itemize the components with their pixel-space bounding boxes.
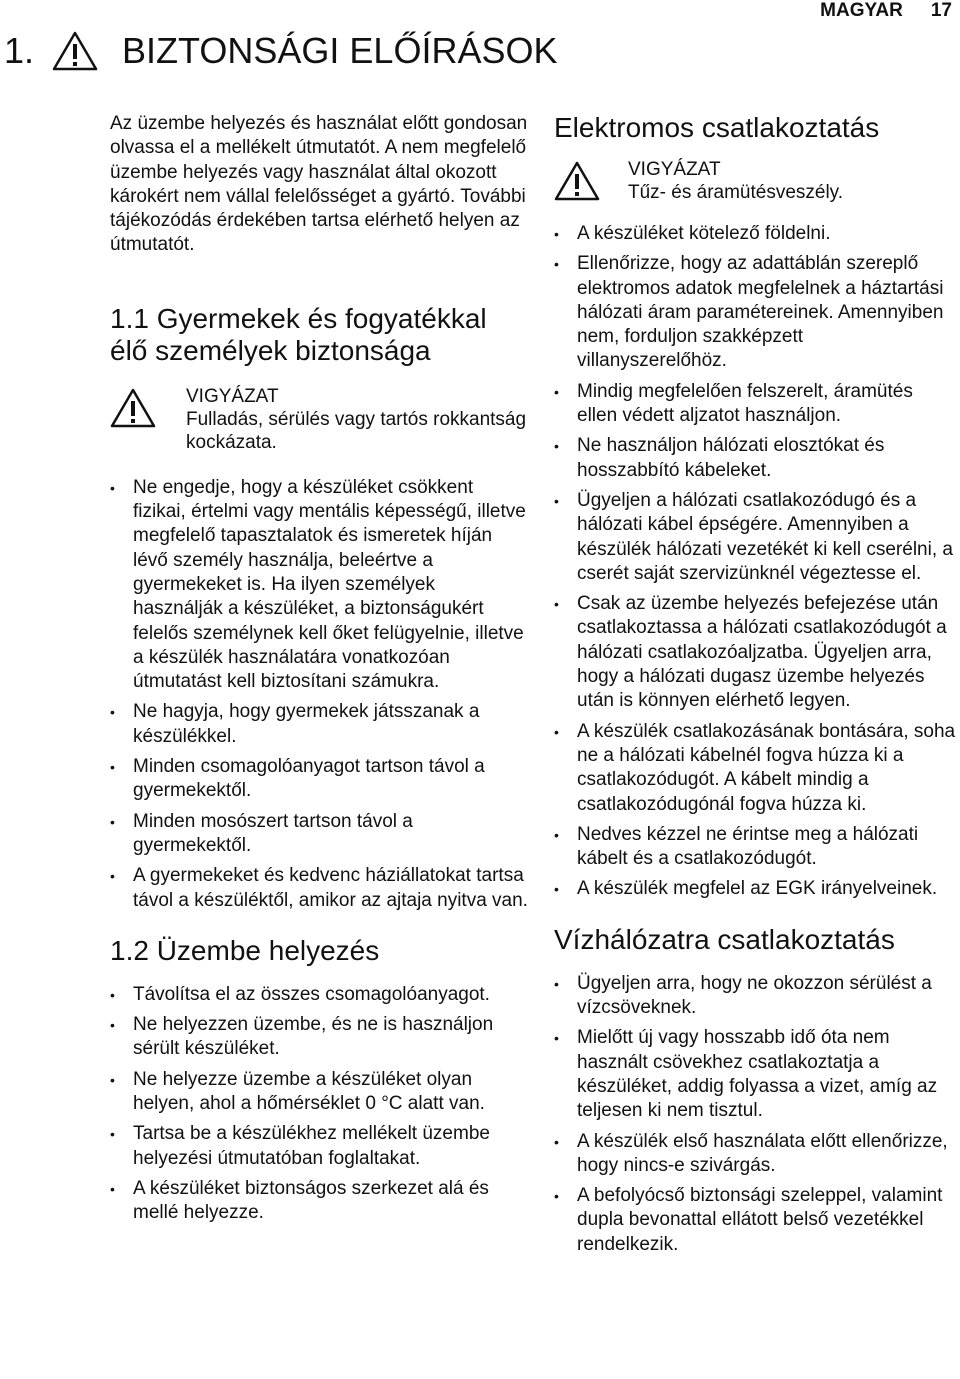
chapter-number: 1. [4, 30, 35, 71]
section-1-1-list [110, 476, 530, 913]
warning-triangle-icon [110, 387, 156, 429]
list-item: • Ügyeljen a hálózati csatlakozódugó és a hálózati kábel épségére. Amennyiben a készülék hálózati vezetékét ki kell cserélni, a cserét saját szervizünknél végeztesse el. [554, 489, 956, 586]
page-number: 17 [930, 0, 952, 21]
list-item: • A készülék első használata előtt ellenőrizze, hogy nincs-e szivárgás. [554, 1130, 956, 1179]
warning-triangle-icon [52, 30, 98, 72]
left-column [110, 112, 530, 1232]
caution-block [110, 385, 530, 454]
list-item: • Ne használjon hálózati elosztókat és hosszabbító kábeleket. [554, 434, 956, 483]
right-column [554, 112, 956, 1263]
electrical-section-title: Elektromos csatlakoztatás [554, 112, 880, 143]
list-item: • Ne engedje, hogy a készüléket csökkent fizikai, értelmi vagy mentális képességű, illetve megfelelő tapasztalatok és ismeretek híján lévő személy használja, beleértve a gyermekeket is. Ha ilyen személyek használják a készüléket, a biztonságukért felelős személynek kell őket felügyelnie, illetve a készülék használatára vonatkozóan útmutatást kell biztosítani számukra. [110, 476, 530, 695]
list-item: • Minden mosószert tartson távol a gyermekektől. [110, 810, 530, 859]
list-item: • A készüléket biztonságos szerkezet alá és mellé helyezze. [110, 1177, 530, 1226]
list-item: • A befolyócső biztonsági szeleppel, valamint dupla bevonattal ellátott belső vezetékkel rendelkezik. [554, 1184, 956, 1257]
water-section-title: Vízhálózatra csatlakoztatás [554, 923, 895, 955]
list-item: • Minden csomagolóanyagot tartson távol a gyermekektől. [110, 755, 530, 804]
list-item: • Ügyeljen arra, hogy ne okozzon sérülést a vízcsöveknek. [554, 972, 956, 1021]
page-header [820, 0, 952, 22]
list-item: • Csak az üzembe helyezés befejezése után csatlakoztassa a hálózati csatlakozódugót a hálózati csatlakozóaljzatba. Ügyeljen arra, hogy a hálózati dugasz üzembe helyezés után is könnyen elérhető legyen. [554, 592, 956, 713]
caution-label: VIGYÁZAT [628, 159, 721, 180]
caution-text: Tűz- és áramütésveszély. [628, 182, 844, 203]
list-item: • Ne hagyja, hogy gyermekek játsszanak a készülékkel. [110, 700, 530, 749]
list-item: • Távolítsa el az összes csomagolóanyagot. [110, 983, 530, 1007]
caution-text: Fulladás, sérülés vagy tartós rokkantság kockázata. [186, 408, 527, 453]
water-list [554, 972, 956, 1257]
caution-label: VIGYÁZAT [186, 385, 279, 407]
list-item: • Ne helyezzen üzembe, és ne is használjon sérült készüléket. [110, 1013, 530, 1062]
section-1-1-title: 1.1 Gyermekek és fogyatékkal élő személyek biztonsága [110, 302, 487, 366]
list-item: • Mielőtt új vagy hosszabb idő óta nem használt csövekhez csatlakoztatja a készüléket, addig folyassa a vizet, amíg az teljesen ki nem tisztul. [554, 1026, 956, 1123]
list-item: • A készülék megfelel az EGK irányelveinek. [554, 877, 956, 901]
list-item: • Mindig megfelelően felszerelt, áramütés ellen védett aljzatot használjon. [554, 380, 956, 429]
list-item: • A készülék csatlakozásának bontására, soha ne a hálózati kábelnél fogva húzza ki a csatlakozódugót. A kábelt mindig a csatlakozódugónál fogva húzza ki. [554, 720, 956, 817]
electrical-list [554, 222, 956, 902]
language-label: MAGYAR [820, 0, 903, 21]
list-item: • Ellenőrizze, hogy az adattáblán szereplő elektromos adatok megfelelnek a háztartási hálózati áram paramétereinek. Amennyiben nem, forduljon szakképzett villanyszerelőhöz. [554, 252, 956, 373]
list-item: • Nedves kézzel ne érintse meg a hálózati kábelt és a csatlakozódugót. [554, 823, 956, 872]
caution-block [554, 158, 956, 204]
list-item: • Tartsa be a készülékhez mellékelt üzembe helyezési útmutatóban foglaltakat. [110, 1122, 530, 1171]
chapter-title [4, 30, 557, 72]
warning-triangle-icon [554, 160, 600, 202]
list-item: • A készüléket kötelező földelni. [554, 222, 956, 246]
chapter-heading: BIZTONSÁGI ELŐÍRÁSOK [122, 30, 558, 71]
intro-paragraph: Az üzembe helyezés és használat előtt gondosan olvassa el a mellékelt útmutatót. A nem megfelelő üzembe helyezés vagy használat által okozott károkért nem vállal felelősséget a gyártó. További tájékozódás érdekében tartsa elérhető helyen az útmutatót. [110, 113, 528, 256]
list-item: • Ne helyezze üzembe a készüléket olyan helyen, ahol a hőmérséklet 0 °C alatt van. [110, 1068, 530, 1117]
section-1-2-title: 1.2 Üzembe helyezés [110, 934, 380, 966]
section-1-2-list [110, 983, 530, 1226]
list-item: • A gyermekeket és kedvenc háziállatokat tartsa távol a készüléktől, amikor az ajtaja nyitva van. [110, 864, 530, 913]
